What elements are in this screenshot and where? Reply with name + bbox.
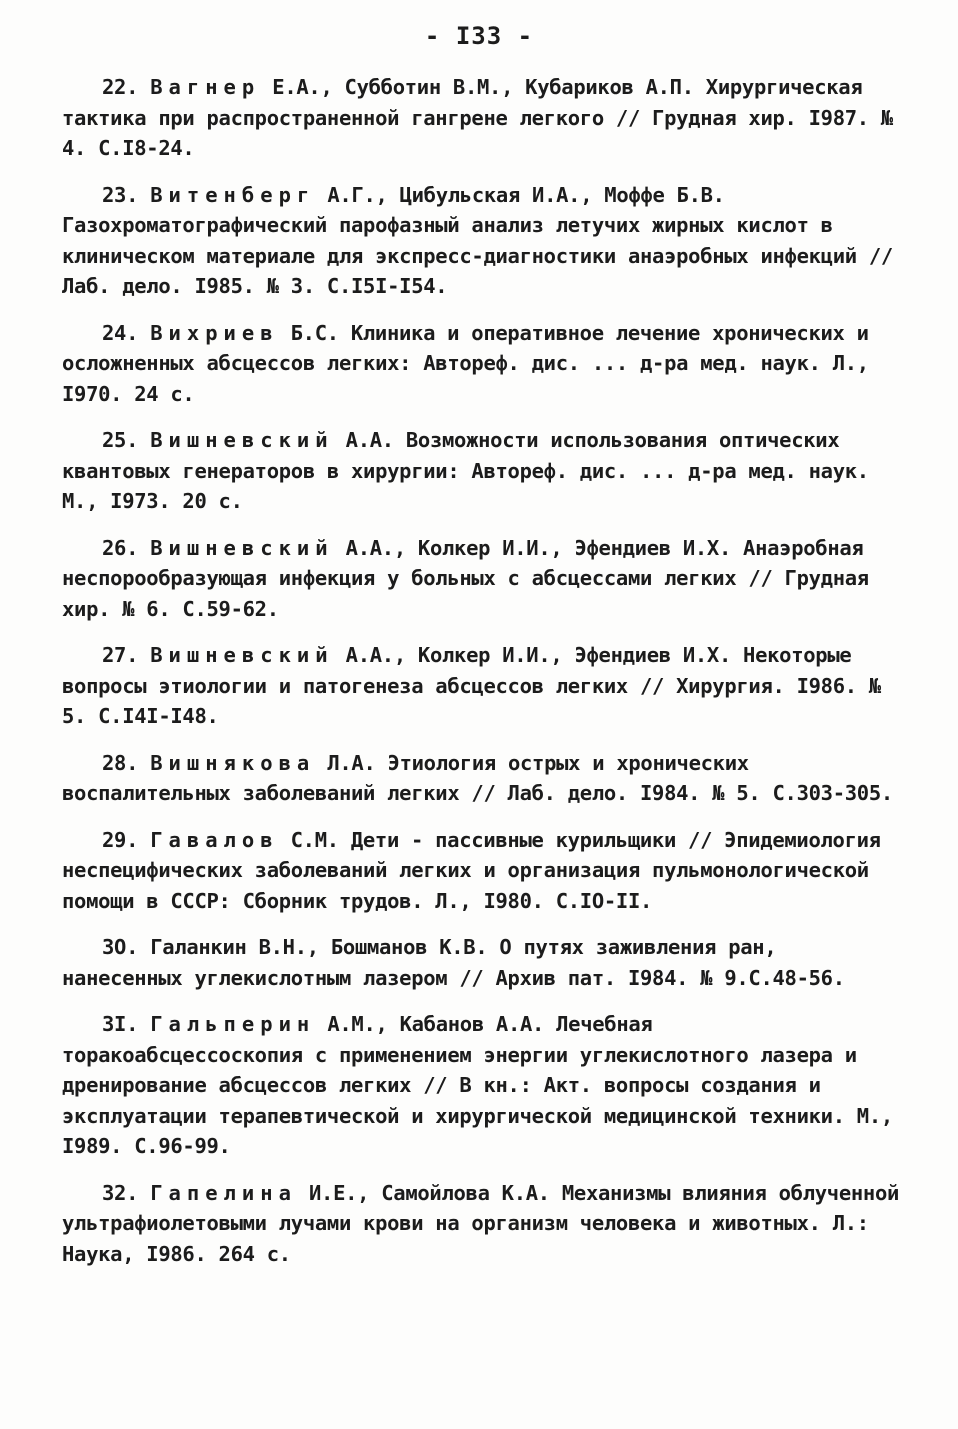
reference-entry: [62, 748, 902, 809]
page-number: - I33 -: [424, 22, 534, 50]
reference-entry: [62, 1009, 902, 1162]
reference-number: 26.: [102, 535, 139, 560]
reference-number: 3I.: [102, 1012, 139, 1036]
reference-text: С.М. Дети - пассивные курильщики // Эпидемиология неспецифических заболеваний легких и организация пульмонологической помощи в СССР: Сборник трудов. Л., I980. С.IO-II.: [62, 827, 881, 913]
reference-entry: [62, 425, 902, 517]
reference-number: 23.: [102, 182, 139, 207]
reference-author-spaced: Вишневский: [150, 535, 334, 560]
reference-text: Галанкин В.Н., Бошманов К.В. О путях заживления ран, нанесенных углекислотным лазером // Архив пат. I984. № 9.С.48-56.: [62, 935, 845, 990]
reference-entry: [62, 932, 902, 993]
reference-text: А.А., Колкер И.И., Эфендиев И.Х. Некоторые вопросы этиологии и патогенеза абсцессов легких // Хирургия. I986. № 5. С.I4I-I48.: [62, 643, 881, 728]
reference-number: 24.: [102, 320, 139, 345]
reference-text: А.А., Колкер И.И., Эфендиев И.Х. Анаэробная неспорообразующая инфекция у больных с абсцессами легких // Грудная хир. № 6. С.59-62.: [62, 535, 869, 621]
reference-number: 28.: [102, 750, 139, 775]
reference-entry: [62, 180, 902, 302]
reference-entry: [62, 72, 902, 164]
reference-text: Б.С. Клиника и оперативное лечение хронических и осложненных абсцессов легких: Автореф. дис. ... д-ра мед. наук. Л., I970. 24 с.: [62, 320, 869, 406]
reference-author-spaced: Вишневский: [150, 643, 334, 667]
reference-text: А.Г., Цибульская И.А., Моффе Б.В. Газохроматографический парофазный анализ летучих жирных кислот в клиническом материале для экспресс-диагностики анаэробных инфекций // Лаб. дело. I985. № 3. С.I5I-I54.: [62, 182, 893, 298]
reference-number: 27.: [102, 643, 139, 667]
reference-entry: [62, 533, 902, 625]
reference-text: Л.А. Этиология острых и хронических воспалительных заболеваний легких // Лаб. дело. I984. № 5. С.303-305.: [62, 750, 893, 805]
reference-entry: [62, 1178, 902, 1270]
reference-author-spaced: Гальперин: [150, 1012, 316, 1036]
reference-author-spaced: Вихриев: [150, 320, 279, 345]
reference-author-spaced: Гавалов: [150, 827, 279, 852]
reference-entry: [62, 318, 902, 410]
reference-number: 22.: [102, 75, 139, 99]
reference-list: [62, 72, 902, 1285]
reference-number: 3О.: [102, 935, 139, 959]
reference-text: А.А. Возможности использования оптических квантовых генераторов в хирургии: Автореф. дис. ... д-ра мед. наук. М., I973. 20 с.: [62, 428, 869, 513]
reference-author-spaced: Вишнякова: [150, 750, 316, 775]
reference-author-spaced: Вишневский: [150, 428, 334, 452]
reference-author-spaced: Витенберг: [150, 182, 316, 207]
reference-text: Е.А., Субботин В.М., Кубариков А.П. Хирургическая тактика при распространенной гангрене легкого // Грудная хир. I987. № 4. С.I8-24.: [62, 75, 893, 160]
reference-text: И.Е., Самойлова К.А. Механизмы влияния облученной ультрафиолетовыми лучами крови на организм человека и животных. Л.: Наука, I986. 264 с.: [62, 1180, 900, 1266]
reference-text: А.М., Кабанов А.А. Лечебная торакоабсцессоскопия с применением энергии углекислотного лазера и дренирование абсцессов легких // В кн.: Акт. вопросы создания и эксплуатации терапевтической и хирургической медицинской техники. М., I989. С.96-99.: [62, 1012, 893, 1158]
reference-number: 25.: [102, 428, 139, 452]
reference-entry: [62, 825, 902, 917]
reference-entry: [62, 640, 902, 732]
reference-number: 32.: [102, 1180, 139, 1205]
reference-author-spaced: Гапелина: [150, 1180, 297, 1205]
reference-author-spaced: Вагнер: [150, 75, 261, 99]
reference-number: 29.: [102, 827, 139, 852]
